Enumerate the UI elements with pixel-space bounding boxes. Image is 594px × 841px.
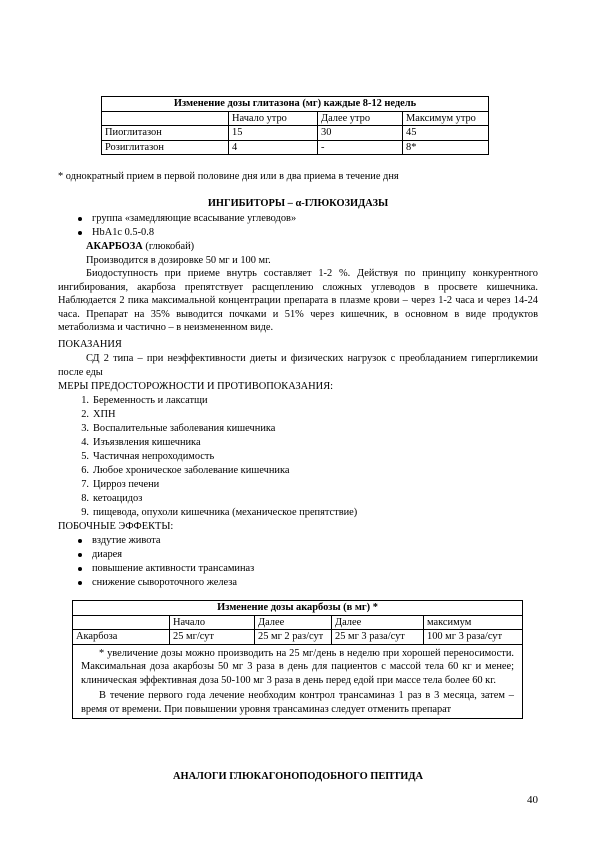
bullet-icon	[78, 581, 82, 585]
table-cell: -	[318, 140, 403, 155]
acarbose-dose-table	[72, 600, 523, 719]
table-cell: 4	[229, 140, 318, 155]
acarbose-header-next: Далее	[255, 615, 332, 630]
table-cell: 25 мг/сут	[170, 630, 255, 645]
list-item: 6. Любое хроническое заболевание кишечника	[81, 465, 290, 476]
list-item: HbA1c 0.5-0.8	[92, 226, 154, 240]
list-item: 8. кетоацидоз	[81, 493, 143, 504]
page-number: 40	[527, 794, 538, 806]
table-cell: 15	[229, 126, 318, 141]
bullet-icon	[78, 231, 82, 235]
section-heading-glp: АНАЛОГИ ГЛЮКАГОНОПОДОБНОГО ПЕПТИДА	[172, 771, 424, 782]
bullet-icon	[78, 217, 82, 221]
table-cell: Розиглитазон	[102, 140, 229, 155]
table-cell: Пиоглитазон	[102, 126, 229, 141]
list-item: 7. Цирроз печени	[81, 479, 160, 490]
table-cell: 30	[318, 126, 403, 141]
table-cell: 8*	[403, 140, 489, 155]
table-row	[102, 126, 489, 141]
glitazone-dose-table	[101, 96, 489, 155]
bullet-icon	[78, 553, 82, 557]
glitazone-table-title: Изменение дозы глитазона (мг) каждые 8-12 недель	[102, 97, 489, 112]
table-cell: 25 мг 3 раза/сут	[332, 630, 424, 645]
glitazone-header-next: Далее утро	[318, 111, 403, 126]
side-effects-heading: ПОБОЧНЫЕ ЭФФЕКТЫ:	[58, 521, 174, 532]
dose-line: Производится в дозировке 50 мг и 100 мг.	[86, 255, 271, 266]
glitazone-header-empty	[102, 111, 229, 126]
glitazone-footnote: * однократный прием в первой половине дня или в два приема в течение дня	[58, 171, 399, 182]
acarbose-header-max: максимум	[424, 615, 523, 630]
table-row	[73, 630, 523, 645]
indications-heading: ПОКАЗАНИЯ	[58, 339, 122, 350]
list-item: 3. Воспалительные заболевания кишечника	[81, 423, 276, 434]
precautions-heading: МЕРЫ ПРЕДОСТОРОЖНОСТИ И ПРОТИВОПОКАЗАНИЯ:	[58, 381, 334, 392]
glitazone-header-max: Максимум утро	[403, 111, 489, 126]
table-cell: Акарбоза	[73, 630, 170, 645]
drug-title: АКАРБОЗА (глюкобай)	[86, 241, 195, 252]
list-item: 1. Беременность и лаксатщи	[81, 395, 208, 406]
list-item: 9. пищевода, опухоли кишечника (механическое препятствие)	[81, 507, 358, 518]
bullet-icon	[78, 567, 82, 571]
pharmacokinetics-paragraph: Биодоступность при приеме внутрь составляет 1-2 %. Действуя по принципу конкурентного ингибирования, акарбоза препятствует расщеплению сложных углеводов в просвете кишечника. Наблюдается 2 пика максимальной концентрации препарата в плазме крови – через 1-2 часа и через 14-24 часа. Препарат на 35% выводится почками и 51% через кишечник, в основном в виде продуктов метаболизма и частично – в неизмененном виде.	[58, 268, 538, 334]
section-heading-alpha-glucosidase: ИНГИБИТОРЫ – α-ГЛЮКОЗИДАЗЫ	[207, 198, 389, 209]
list-item: группа «замедляющие всасывание углеводов»	[92, 212, 296, 226]
list-item: вздутие живота	[92, 534, 161, 548]
list-item: 2. ХПН	[81, 409, 116, 420]
list-item: снижение сывороточного железа	[92, 576, 237, 590]
acarbose-note-2: В течение первого года лечение необходим контрол трансаминаз 1 раз в 3 месяца, затем – время от времени. При повышении уровня трансаминаз следует отменить препарат	[81, 690, 514, 715]
table-cell: 100 мг 3 раза/сут	[424, 630, 523, 645]
indications-text: СД 2 типа – при неэффективности диеты и физических нагрузок с преобладанием гипергликемии после еды	[58, 353, 538, 378]
acarbose-note-1: * увеличение дозы можно производить на 25 мг/день в неделю при хорошей переносимости. Максимальная доза акарбозы 50 мг 3 раза в день для пациентов с массой тела 60 кг и менее; клиническая эффективная доза 50-100 мг 3 раза в день перед едой при массе тела более 60 кг.	[81, 647, 514, 686]
table-cell: 25 мг 2 раз/сут	[255, 630, 332, 645]
acarbose-header-next2: Далее	[332, 615, 424, 630]
list-item: 5. Частичная непроходимость	[81, 451, 215, 462]
acarbose-header-empty	[73, 615, 170, 630]
acarbose-notes-cell	[73, 644, 523, 719]
glitazone-header-start: Начало утро	[229, 111, 318, 126]
list-item: повышение активности трансаминаз	[92, 562, 254, 576]
table-cell: 45	[403, 126, 489, 141]
table-row	[102, 140, 489, 155]
list-item: диарея	[92, 548, 122, 562]
list-item: 4. Изъязвления кишечника	[81, 437, 201, 448]
bullet-icon	[78, 539, 82, 543]
acarbose-table-title: Изменение дозы акарбозы (в мг) *	[73, 601, 523, 616]
acarbose-header-start: Начало	[170, 615, 255, 630]
